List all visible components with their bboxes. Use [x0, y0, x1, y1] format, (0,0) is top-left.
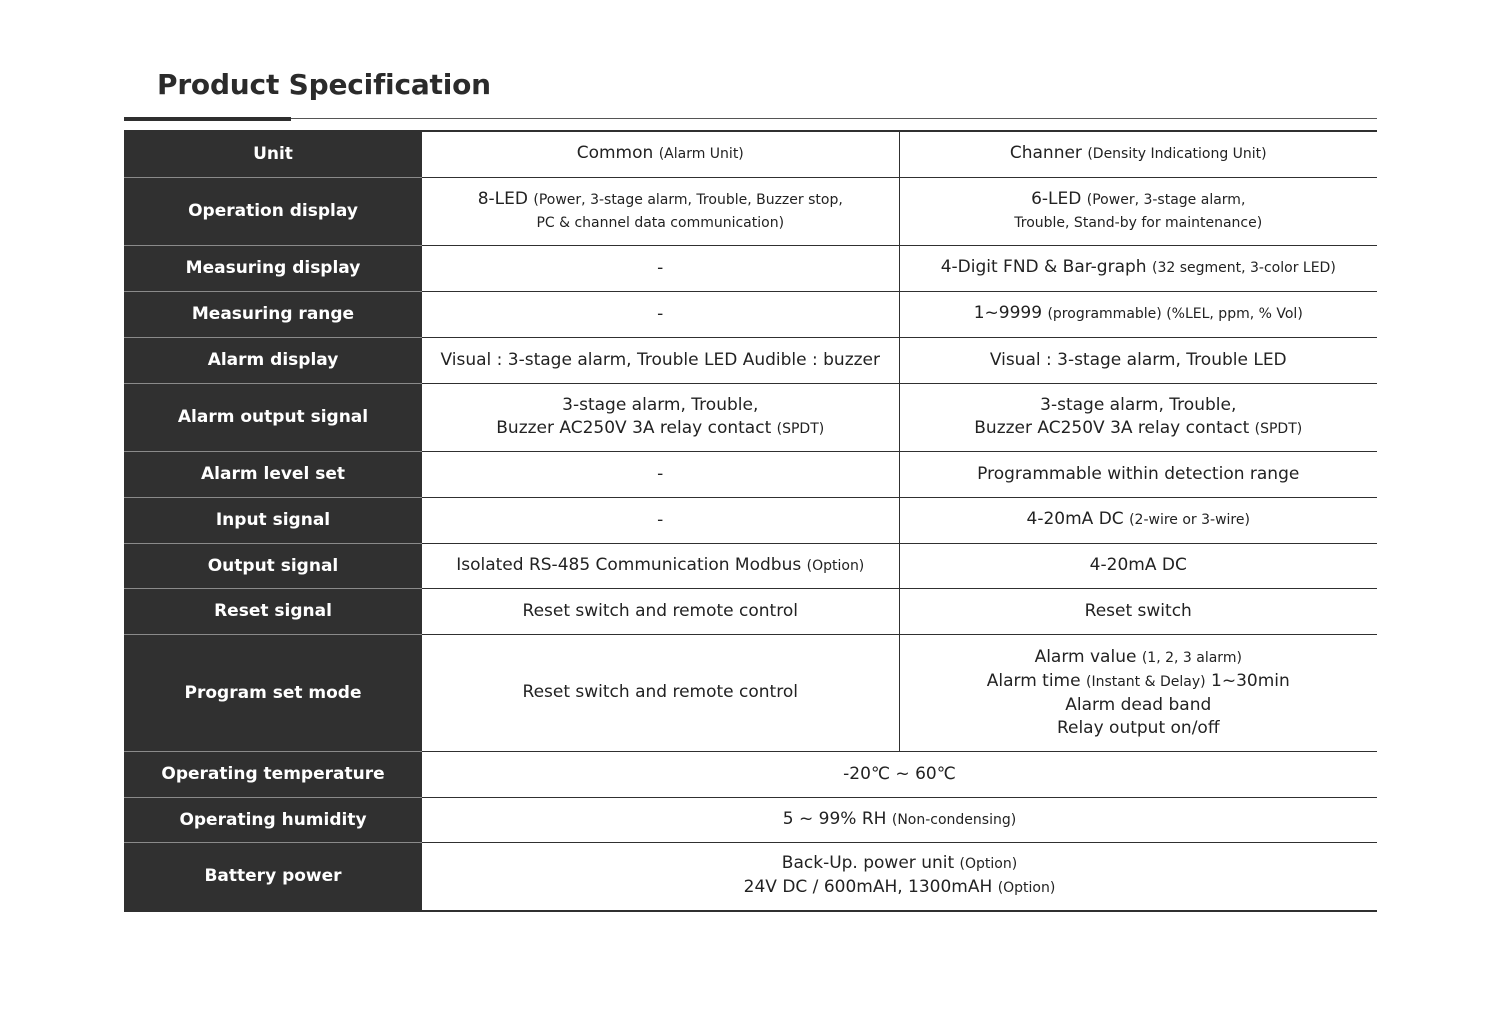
row-label: Output signal	[124, 543, 422, 588]
row-label: Measuring range	[124, 291, 422, 337]
cell-main: 8-LED	[477, 188, 528, 209]
channer-cell	[899, 131, 1377, 177]
row-label: Operating humidity	[124, 797, 422, 842]
cell-main: 4-20mA DC	[1089, 555, 1187, 575]
cell-line4: Relay output on/off	[1056, 717, 1220, 738]
spec-table	[124, 130, 1377, 912]
table-row	[124, 842, 1377, 911]
cell-note: (Power, 3-stage alarm,	[1086, 191, 1246, 208]
channer-cell	[899, 383, 1377, 451]
shared-cell	[422, 751, 1377, 797]
row-label: Reset signal	[124, 588, 422, 634]
cell-main: Alarm value	[1034, 646, 1137, 667]
table-row	[124, 588, 1377, 634]
table-row	[124, 797, 1377, 842]
title-divider	[124, 118, 1377, 119]
page-title: Product Specification	[157, 68, 491, 101]
common-cell	[422, 177, 899, 245]
row-label: Operating temperature	[124, 751, 422, 797]
table-row	[124, 291, 1377, 337]
cell-main: Visual : 3-stage alarm, Trouble LED Audible : buzzer	[440, 349, 880, 370]
cell-main: Programmable within detection range	[977, 463, 1300, 484]
cell-main: Alarm time	[986, 670, 1081, 691]
cell-note-line2: Trouble, Stand-by for maintenance)	[1014, 214, 1263, 231]
cell-main: -20℃ ~ 60℃	[843, 763, 956, 784]
common-cell	[422, 451, 899, 497]
cell-main: Reset switch and remote control	[522, 682, 798, 702]
cell-note: (Option)	[997, 880, 1056, 897]
cell-note: (Density Indicationg Unit)	[1087, 146, 1267, 163]
shared-cell	[422, 797, 1377, 842]
cell-note: (Option)	[806, 557, 865, 574]
cell-main: Back-Up. power unit	[781, 853, 955, 874]
cell-note: (Option)	[959, 856, 1018, 873]
cell-main: -	[657, 257, 664, 278]
row-label: Alarm level set	[124, 451, 422, 497]
cell-note: (Instant & Delay)	[1085, 673, 1206, 690]
table-row	[124, 497, 1377, 543]
common-cell	[422, 337, 899, 383]
table-row	[124, 337, 1377, 383]
cell-main: Channer	[1009, 143, 1082, 164]
table-row	[124, 177, 1377, 245]
cell-line3: Alarm dead band	[1065, 694, 1212, 715]
cell-line1: 3-stage alarm, Trouble,	[562, 394, 759, 415]
channer-cell	[899, 291, 1377, 337]
title-accent-bar	[124, 117, 291, 121]
cell-main: 4-20mA DC	[1026, 509, 1124, 529]
cell-line1: 3-stage alarm, Trouble,	[1040, 394, 1237, 415]
cell-main: 1~9999	[973, 303, 1043, 323]
row-label: Input signal	[124, 497, 422, 543]
cell-main: Visual : 3-stage alarm, Trouble LED	[989, 349, 1287, 370]
cell-main: -	[657, 509, 664, 530]
cell-note-line2: PC & channel data communication)	[536, 214, 785, 231]
cell-note: (32 segment, 3-color LED)	[1151, 260, 1336, 276]
table-row	[124, 751, 1377, 797]
channer-cell	[899, 543, 1377, 588]
cell-main: Reset switch and remote control	[522, 600, 798, 621]
cell-main: -	[657, 463, 664, 484]
table-row	[124, 245, 1377, 291]
row-label: Measuring display	[124, 245, 422, 291]
channer-cell	[899, 451, 1377, 497]
cell-main: Buzzer AC250V 3A relay contact	[974, 417, 1250, 438]
table-row	[124, 131, 1377, 177]
cell-note: (2-wire or 3-wire)	[1129, 512, 1250, 528]
table-row	[124, 383, 1377, 451]
cell-main: Buzzer AC250V 3A relay contact	[496, 417, 772, 438]
cell-main: -	[657, 303, 664, 324]
row-label: Operation display	[124, 177, 422, 245]
shared-cell	[422, 842, 1377, 911]
cell-note: (SPDT)	[1254, 420, 1303, 437]
cell-note: (Alarm Unit)	[658, 146, 744, 163]
cell-note: (SPDT)	[776, 420, 825, 437]
common-cell	[422, 383, 899, 451]
channer-cell	[899, 337, 1377, 383]
cell-note: (Non-condensing)	[891, 811, 1017, 828]
row-label: Alarm display	[124, 337, 422, 383]
common-cell	[422, 245, 899, 291]
channer-cell	[899, 634, 1377, 751]
channer-cell	[899, 245, 1377, 291]
common-cell	[422, 131, 899, 177]
cell-main: 24V DC / 600mAH, 1300mAH	[743, 877, 993, 898]
cell-note: (Power, 3-stage alarm, Trouble, Buzzer stop,	[533, 191, 843, 208]
row-label: Battery power	[124, 842, 422, 911]
cell-main: Reset switch	[1084, 600, 1192, 621]
common-cell	[422, 291, 899, 337]
cell-note: (programmable) (%LEL, ppm, % Vol)	[1047, 306, 1303, 322]
cell-main-tail: 1~30min	[1211, 670, 1290, 691]
common-cell	[422, 588, 899, 634]
row-label: Program set mode	[124, 634, 422, 751]
row-label: Alarm output signal	[124, 383, 422, 451]
channer-cell	[899, 497, 1377, 543]
table-row	[124, 451, 1377, 497]
channer-cell	[899, 588, 1377, 634]
common-cell	[422, 543, 899, 588]
common-cell	[422, 497, 899, 543]
cell-main: Common	[576, 143, 654, 164]
cell-main: 5 ~ 99% RH	[782, 808, 887, 829]
cell-main: Isolated RS-485 Communication Modbus	[456, 554, 802, 575]
cell-main: 4-Digit FND & Bar-graph	[940, 257, 1147, 277]
table-row	[124, 543, 1377, 588]
channer-cell	[899, 177, 1377, 245]
cell-note: (1, 2, 3 alarm)	[1141, 649, 1242, 666]
common-cell	[422, 634, 899, 751]
row-label: Unit	[124, 131, 422, 177]
table-row	[124, 634, 1377, 751]
cell-main: 6-LED	[1031, 188, 1082, 209]
